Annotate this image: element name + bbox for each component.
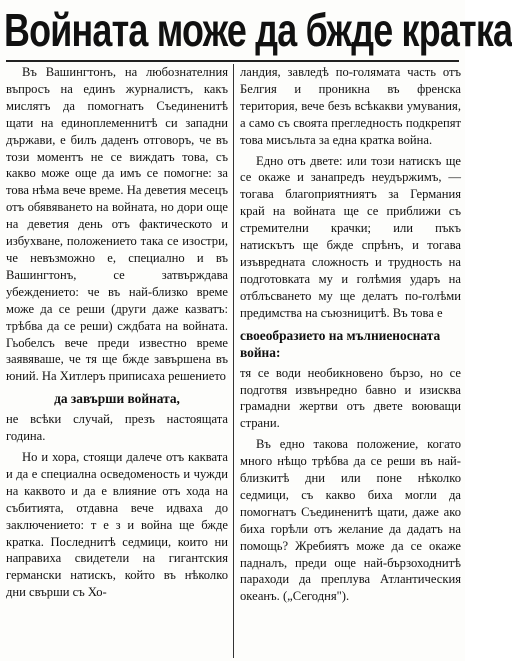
column-divider bbox=[233, 64, 234, 658]
left-paragraph-2: не всѣки случай, презъ настоящата година. bbox=[6, 412, 228, 444]
left-paragraph-3: Но и хора, стоящи далече отъ каквата и да е специална осведоменость и чужди на каквото и да е влияние отъ хода на събитията, отдавна вече идваха до заключението: т е з и войнa ще бжде кратка. Последнитѣ седмици, които ни направиха свидетели на гигантския германски натискъ, който въ нѣколко дни свърши съ Хо- bbox=[6, 450, 228, 600]
right-paragraph-4: Въ едно такова положение, когато много нѣщо трѣбва да се реши въ най-близкитѣ дни или поне нѣколко седмици, съ какво биха могли да помогнатъ Съединенитѣ щати, даже ако биха горѣли отъ желание да дадатъ на помощь? Жребиятъ може да се окаже падналъ, преди още най-бързоходнитѣ параходи да преплува Атлантическия океанъ. („Сегодня"). bbox=[240, 437, 461, 604]
article-left-column bbox=[6, 64, 228, 658]
right-paragraph-1: ландия, завледѣ по-голямата часть отъ Белгия и проникна въ френска територия, вече безъ всѣкакви умувания, а само съ своята прегледность подкрепят това мисъльта за една кратка война. bbox=[240, 65, 461, 147]
article-right-column bbox=[240, 64, 461, 658]
right-paragraph-2: Едно отъ двете: или този натискъ ще се окаже и занапредъ неудържимъ, — тогава благоприятниятъ за Германия край на войната ще се приближи съ стремителни крачки; или пъкъ натискътъ ще бжде спрѣнъ, и тогава изъвредната сложность и трудность на подготовката му и голѣмия ударъ на отблъсването му ще делатъ по-голѣми предимства на съюзницитѣ. Въ това е bbox=[240, 153, 461, 320]
article-headline: Войната може да бжде кратка bbox=[4, 4, 512, 56]
headline-rule bbox=[6, 60, 459, 62]
right-paragraph-3: тя се води необикновено бързо, но се подготвя извънредно бавно и изисква грамадни жертви отъ двете воюващи страни. bbox=[240, 365, 461, 431]
left-paragraph-1: Въ Вашингтонъ, на любознателния въпросъ на единъ журналистъ, какъ мислятъ да помогнатъ Съединенитѣ щати на единоплеменнитѣ си западни държави, е билъ даденъ отговоръ, че въ този моментъ не се виждатъ това, съ какво може още да имъ се помогне: за това нѣма вече време. На деветия месецъ отъ обявяването на войната, но дори още на деветия день отъ фактическото и избухване, положението така се изостри, че невъзможно е, специално и въ Вашингтонъ, се затвърждава убеждението: че въ най-близко време може да се реши (други даже казватъ: трѣбва да се реши) сждбата на войната. Гьобелсъ вече преди известно време заявявашe, че тя ще бжде завършена въ юний. На Хитлеръ приписаха решението bbox=[6, 65, 228, 384]
left-subheading: да завърши войната, bbox=[54, 391, 180, 407]
right-subheading: своеобразието на мълниеносната война: bbox=[240, 327, 441, 360]
